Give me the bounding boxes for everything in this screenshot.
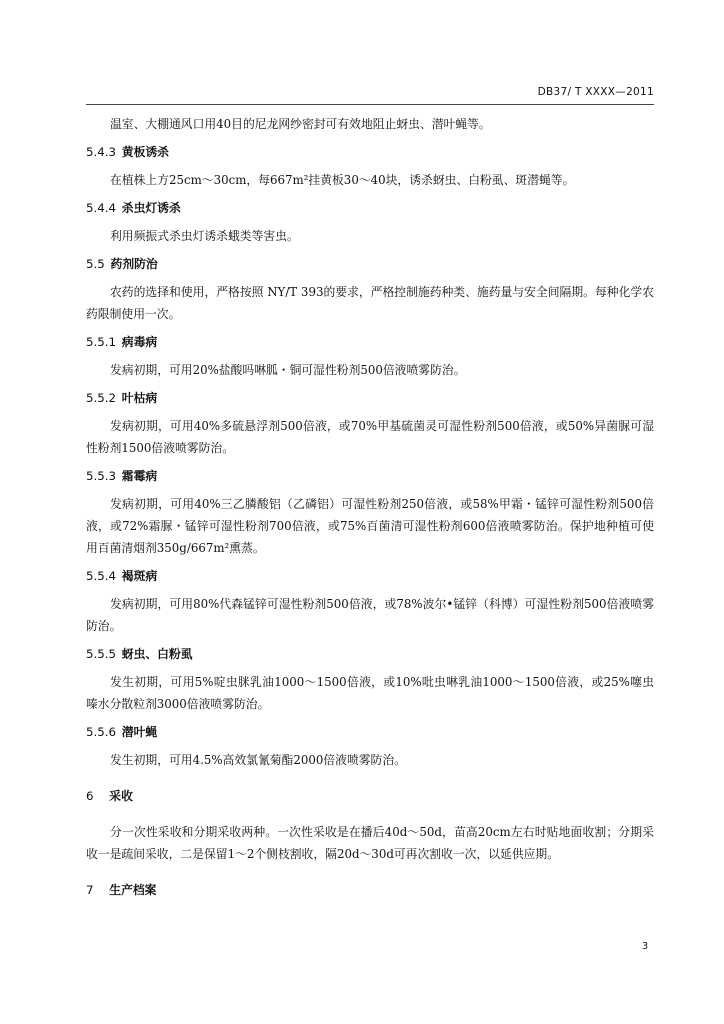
section-title: 蚜虫、白粉虱 [121,647,193,661]
section-title: 病毒病 [121,335,158,349]
body-paragraph: 发病初期，可用40%多硫悬浮剂500倍液，或70%甲基硫菌灵可湿性粉剂500倍液，或50%异菌脲可湿性粉剂1500倍液喷雾防治。 [86,419,654,455]
section-number: 5.5.6 [86,725,117,739]
section-heading [86,197,654,219]
section-number: 5.4.3 [86,145,117,159]
section-number: 5.4.4 [86,201,117,215]
section-number: 5.5 [86,257,105,271]
body-paragraph: 农药的选择和使用，严格按照 NY/T 393的要求，严格控制施药种类、施药量与安全间隔期。每种化学农药限制使用一次。 [86,285,654,321]
chapter-heading [86,785,654,807]
section-heading [86,331,654,353]
section-number: 5.5.4 [86,569,117,583]
section-title: 霜霉病 [121,469,158,483]
section-title: 药剂防治 [110,257,158,271]
body-paragraph: 分一次性采收和分期采收两种。一次性采收是在播后40d～50d，苗高20cm左右时贴地面收割；分期采收一是疏间采收，二是保留1～2个侧枝割收，隔20d～30d可再次割收一次，以延供应期。 [86,825,654,861]
section-number: 5.5.2 [86,391,117,405]
section-heading [86,565,654,587]
document-code: DB37/ T XXXX—2011 [537,86,654,98]
body-paragraph: 发生初期，可用5%啶虫脒乳油1000～1500倍液，或10%吡虫啉乳油1000～1500倍液，或25%噻虫嗪水分散粒剂3000倍液喷雾防治。 [86,675,654,711]
document-body [86,113,654,915]
body-paragraph: 温室、大棚通风口用40目的尼龙网纱密封可有效地阻止蚜虫、潜叶蝇等。 [110,117,491,131]
section-number: 7 [86,883,94,897]
section-title: 潜叶蝇 [121,725,158,739]
header-rule [86,104,654,105]
page-number: 3 [641,941,648,952]
body-paragraph: 在植株上方25cm～30cm，每667m²挂黄板30～40块，诱杀蚜虫、白粉虱、斑潜蝇等。 [110,173,575,187]
section-heading [86,721,654,743]
section-title: 采收 [109,789,133,803]
body-paragraph: 发病初期，可用80%代森锰锌可湿性粉剂500倍液，或78%波尔•锰锌（科博）可湿性粉剂500倍液喷雾防治。 [86,597,654,633]
section-number: 5.5.5 [86,647,117,661]
section-heading [86,643,654,665]
section-number: 6 [86,789,94,803]
section-title: 叶枯病 [121,391,158,405]
section-heading [86,465,654,487]
body-paragraph: 发生初期，可用4.5%高效氯氰菊酯2000倍液喷雾防治。 [110,753,406,767]
body-paragraph: 发病初期，可用40%三乙膦酸铝（乙磷铝）可湿性粉剂250倍液，或58%甲霜・锰锌可湿性粉剂500倍液，或72%霜脲・锰锌可湿性粉剂700倍液，或75%百菌清可湿性粉剂600倍液喷雾防治。保护地种植可使用百菌清烟剂350g/667m²熏蒸。 [86,497,654,555]
body-paragraph: 发病初期，可用20%盐酸吗啉胍・铜可湿性粉剂500倍液喷雾防治。 [110,363,466,377]
section-title: 褐斑病 [121,569,158,583]
section-number: 5.5.1 [86,335,117,349]
section-title: 生产档案 [109,883,157,897]
section-number: 5.5.3 [86,469,117,483]
section-heading [86,387,654,409]
chapter-heading [86,879,654,901]
section-heading [86,141,654,163]
body-paragraph: 利用频振式杀虫灯诱杀蛾类等害虫。 [110,229,299,243]
section-title: 杀虫灯诱杀 [121,201,181,215]
section-title: 黄板诱杀 [121,145,169,159]
section-heading [86,253,654,275]
